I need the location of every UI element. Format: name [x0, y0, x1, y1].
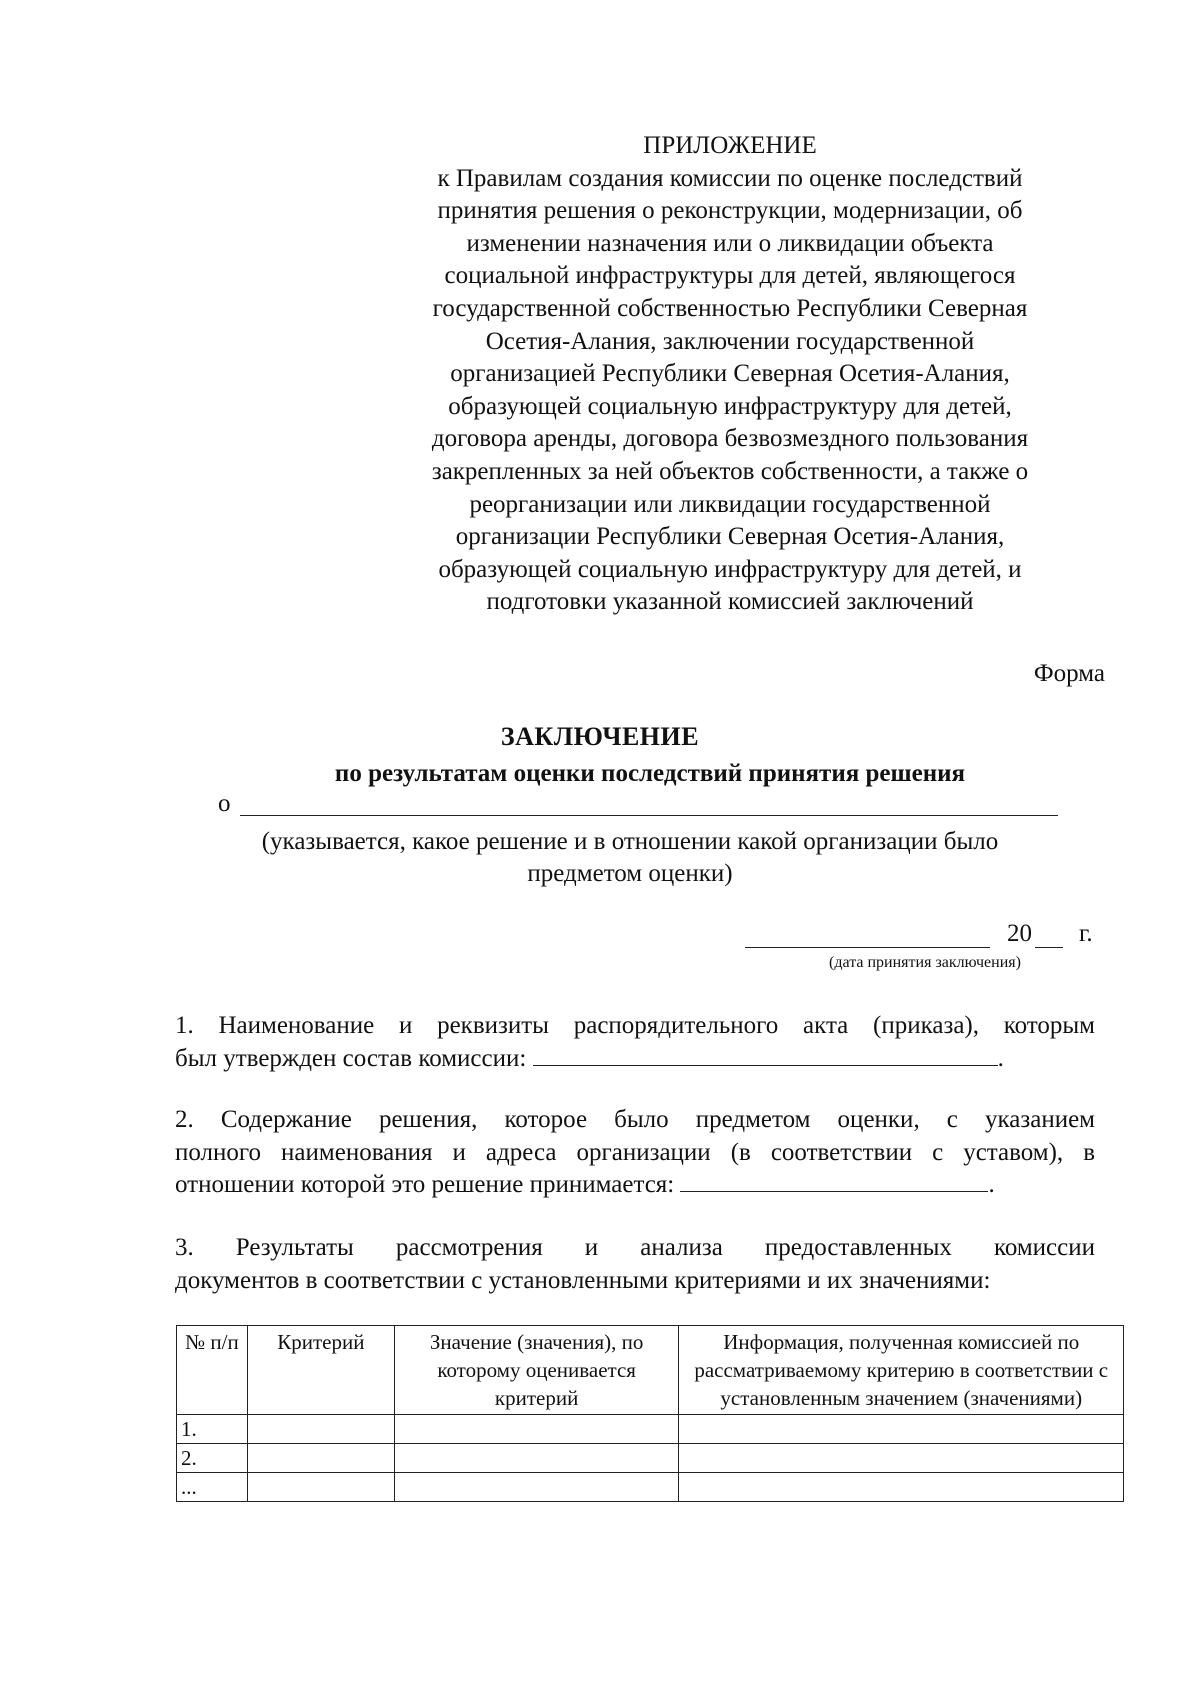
- decision-content-field[interactable]: [680, 1169, 988, 1192]
- appendix-line: Осетия-Алания, заключении государственной: [485, 327, 975, 355]
- table-cell[interactable]: [394, 1415, 679, 1444]
- appendix-header: [380, 130, 1080, 619]
- column-header-criterion: Критерий: [247, 1326, 394, 1415]
- appendix-line: к Правилам создания комиссии по оценке последствий: [437, 164, 1023, 192]
- column-header-value: Значение (значения), по которому оценивается критерий: [394, 1326, 679, 1415]
- appendix-line: организации Республики Северная Осетия-Алания,: [455, 523, 1005, 551]
- section-2-text: отношении которой это решение принимается:: [175, 1171, 675, 1198]
- table-row: [177, 1444, 1124, 1473]
- year-suffix: г.: [1079, 920, 1093, 947]
- appendix-line: реорганизации или ликвидации государственной: [469, 490, 991, 518]
- table-cell[interactable]: [679, 1444, 1124, 1473]
- table-row: [177, 1415, 1124, 1444]
- document-subtitle: по результатам оценки последствий принятия решения: [334, 760, 966, 787]
- appendix-line: государственной собственностью Республики Северная: [432, 294, 1028, 322]
- date-caption: (дата принятия заключения): [829, 954, 1021, 971]
- appendix-line: образующей социальную инфраструктуру для детей, и: [438, 555, 1022, 583]
- decision-subject-prefix: о: [218, 790, 231, 817]
- table-cell: 1.: [177, 1415, 248, 1444]
- table-cell[interactable]: [394, 1473, 679, 1502]
- table-cell: 2.: [177, 1444, 248, 1473]
- appendix-line: социальной инфраструктуры для детей, являющегося: [444, 262, 1016, 290]
- appendix-heading: ПРИЛОЖЕНИЕ: [643, 132, 817, 159]
- appendix-line: принятия решения о реконструкции, модернизации, об: [437, 197, 1023, 225]
- table-header-row: [177, 1326, 1124, 1415]
- section-2-line: полного наименования и адреса организации (в соответствии с уставом), в: [175, 1138, 1095, 1166]
- appendix-line: образующей социальную инфраструктуру для детей,: [448, 392, 1012, 420]
- section-1-line-2: [175, 1043, 1095, 1076]
- hint-line: (указывается, какое решение и в отношении какой организации было: [261, 828, 999, 855]
- document-title: ЗАКЛЮЧЕНИЕ: [500, 722, 700, 751]
- section-3: [175, 1232, 1095, 1297]
- table-cell[interactable]: [679, 1415, 1124, 1444]
- section-1-line: 1. Наименование и реквизиты распорядительного акта (приказа), которым: [175, 1012, 1095, 1039]
- section-3-line: документов в соответствии с установленными критериями и их значениями:: [175, 1266, 991, 1294]
- column-header-number: № п/п: [177, 1326, 248, 1415]
- appendix-line: организацией Республики Северная Осетия-Алания,: [450, 360, 1010, 388]
- year-prefix: 20: [1007, 920, 1032, 947]
- section-1: [175, 1010, 1095, 1075]
- section-2-line-3: [175, 1169, 1095, 1202]
- hint-line: предметом оценки): [527, 860, 733, 887]
- appendix-line: закрепленных за ней объектов собственности, а также о: [431, 457, 1029, 485]
- section-1-period: .: [997, 1044, 1004, 1072]
- criteria-table: [176, 1325, 1124, 1502]
- table-cell[interactable]: [247, 1473, 394, 1502]
- year-field[interactable]: [1035, 947, 1063, 948]
- section-1-text: был утвержден состав комиссии:: [175, 1044, 527, 1072]
- section-2-period: .: [988, 1171, 995, 1198]
- form-label: Форма: [1033, 660, 1105, 687]
- decision-subject-field[interactable]: [240, 815, 1058, 816]
- conclusion-date-row: [745, 920, 1105, 954]
- table-cell[interactable]: [394, 1444, 679, 1473]
- section-2: [175, 1104, 1095, 1202]
- table-cell: ...: [177, 1473, 248, 1502]
- table-cell[interactable]: [247, 1415, 394, 1444]
- date-field[interactable]: [745, 947, 990, 948]
- appendix-line: договора аренды, договора безвозмездного пользования: [431, 425, 1029, 453]
- commission-act-field[interactable]: [533, 1043, 998, 1066]
- appendix-line: подготовки указанной комиссией заключений: [486, 588, 974, 616]
- table-row: [177, 1473, 1124, 1502]
- table-cell[interactable]: [247, 1444, 394, 1473]
- appendix-line: изменении назначения или о ликвидации объекта: [466, 229, 994, 257]
- table-cell[interactable]: [679, 1473, 1124, 1502]
- section-2-line: 2. Содержание решения, которое было предметом оценки, с указанием: [175, 1106, 1095, 1133]
- section-3-line: 3. Результаты рассмотрения и анализа предоставленных комиссии: [175, 1234, 1095, 1261]
- decision-subject-line: [218, 790, 1058, 824]
- column-header-information: Информация, полученная комиссией по рассматриваемому критерию в соответствии с установленным значением (значениями): [679, 1326, 1124, 1415]
- decision-subject-hint: [200, 826, 1060, 890]
